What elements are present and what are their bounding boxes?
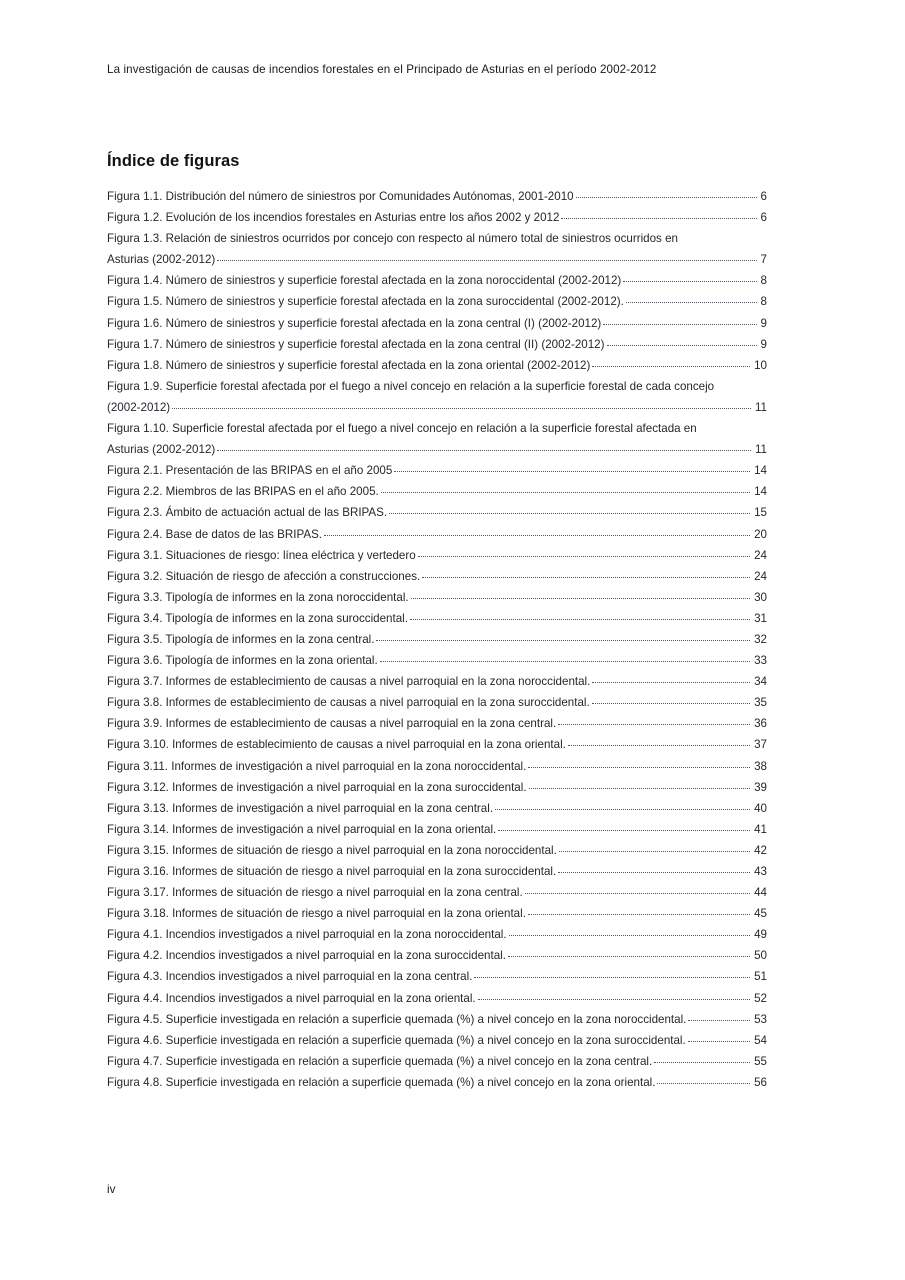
toc-entry-page-number: 11 [754, 400, 767, 414]
running-header: La investigación de causas de incendios forestales en el Principado de Asturias en el período 2002-2012 [107, 63, 657, 76]
toc-entry-text: Figura 1.7. Número de siniestros y superficie forestal afectada en la zona central (II) (2002-2012) [107, 337, 605, 351]
toc-entry-row [107, 587, 767, 608]
toc-dot-leader [529, 780, 751, 791]
toc-entry[interactable] [107, 903, 767, 924]
toc-entry[interactable] [107, 313, 767, 334]
toc-entry-row [107, 692, 767, 713]
toc-entry-row [107, 1030, 767, 1051]
toc-entry-text: Figura 1.3. Relación de siniestros ocurridos por concejo con respecto al número total de siniestros ocurridos en [107, 232, 678, 246]
toc-entry[interactable] [107, 228, 767, 270]
toc-entry-text: Figura 3.17. Informes de situación de riesgo a nivel parroquial en la zona central. [107, 886, 523, 900]
page-number-folio: iv [107, 1183, 116, 1196]
toc-entry[interactable] [107, 207, 767, 228]
toc-entry-page-number: 30 [754, 590, 767, 604]
toc-entry-page-number: 56 [754, 1075, 767, 1089]
toc-dot-leader [478, 991, 750, 1002]
toc-dot-leader [394, 463, 750, 474]
toc-dot-leader [558, 716, 750, 727]
toc-entry-page-number: 38 [754, 759, 767, 773]
toc-entry-page-number: 53 [754, 1012, 767, 1026]
toc-entry-text: Figura 1.9. Superficie forestal afectada por el fuego a nivel concejo en relación a la superficie forestal de cada concejo [107, 379, 715, 393]
toc-entry-page-number: 49 [754, 928, 767, 942]
toc-entry-text: Figura 3.1. Situaciones de riesgo: línea eléctrica y vertedero [107, 548, 416, 562]
toc-dot-leader [508, 948, 750, 959]
toc-dot-leader [561, 210, 756, 221]
toc-entry-text: Figura 3.6. Tipología de informes en la zona oriental. [107, 654, 378, 668]
toc-entry-row [107, 798, 767, 819]
toc-entry-page-number: 33 [754, 654, 767, 668]
toc-dot-leader [498, 822, 750, 833]
toc-entry[interactable] [107, 756, 767, 777]
toc-entry-text: Figura 4.3. Incendios investigados a nivel parroquial en la zona central. [107, 970, 473, 984]
toc-entry-row [107, 270, 767, 291]
toc-entry-text: Figura 1.8. Número de siniestros y superficie forestal afectada en la zona oriental (2002-2012) [107, 358, 591, 372]
toc-entry-text: Figura 3.9. Informes de establecimiento de causas a nivel parroquial en la zona central. [107, 717, 557, 731]
toc-dot-leader [380, 653, 750, 664]
toc-dot-leader [418, 548, 750, 559]
toc-entry-text: Figura 1.6. Número de siniestros y superficie forestal afectada en la zona central (I) (2002-2012) [107, 316, 602, 330]
page-title: Índice de figuras [107, 152, 240, 171]
toc-entry[interactable] [107, 734, 767, 755]
toc-entry[interactable] [107, 629, 767, 650]
toc-entry[interactable] [107, 608, 767, 629]
toc-entry-page-number: 8 [760, 274, 767, 288]
toc-entry[interactable] [107, 798, 767, 819]
toc-entry[interactable] [107, 882, 767, 903]
toc-entry-page-number: 39 [754, 780, 767, 794]
toc-dot-leader [657, 1075, 750, 1086]
toc-entry-page-number: 20 [754, 527, 767, 541]
toc-dot-leader [495, 801, 750, 812]
toc-dot-leader [217, 442, 751, 453]
toc-dot-leader [528, 759, 750, 770]
toc-entry-text: Figura 3.11. Informes de investigación a nivel parroquial en la zona noroccidental. [107, 759, 527, 773]
toc-entry-row [107, 524, 767, 545]
toc-entry-row [107, 819, 767, 840]
toc-entry-text: Figura 1.5. Número de siniestros y superficie forestal afectada en la zona suroccidental (2002-2012). [107, 295, 624, 309]
toc-entry-page-number: 24 [754, 569, 767, 583]
toc-entry-page-number: 50 [754, 949, 767, 963]
toc-dot-leader [389, 505, 750, 516]
toc-entry-text: Figura 3.8. Informes de establecimiento de causas a nivel parroquial en la zona suroccidental. [107, 696, 590, 710]
toc-entry[interactable] [107, 713, 767, 734]
toc-entry-text: Figura 3.13. Informes de investigación a nivel parroquial en la zona central. [107, 801, 494, 815]
toc-entry-text: Figura 1.10. Superficie forestal afectada por el fuego a nivel concejo en relación a la superficie forestal afectada en [107, 422, 697, 436]
toc-entry-page-number: 37 [754, 738, 767, 752]
toc-entry-text: Figura 4.2. Incendios investigados a nivel parroquial en la zona suroccidental. [107, 949, 506, 963]
toc-entry[interactable] [107, 945, 767, 966]
toc-entry-row [107, 249, 767, 270]
toc-entry[interactable] [107, 418, 767, 460]
toc-dot-leader [525, 885, 750, 896]
toc-entry[interactable] [107, 924, 767, 945]
toc-entry-row [107, 1009, 767, 1030]
toc-entry-row [107, 481, 767, 502]
toc-entry-page-number: 45 [754, 907, 767, 921]
toc-entry-row [107, 945, 767, 966]
toc-entry-page-number: 52 [754, 991, 767, 1005]
toc-entry-row [107, 334, 767, 355]
toc-entry[interactable] [107, 1030, 767, 1051]
toc-entry-text-continuation: Asturias (2002-2012) [107, 443, 216, 457]
toc-entry[interactable] [107, 524, 767, 545]
toc-entry-page-number: 24 [754, 548, 767, 562]
toc-entry-text: Figura 2.4. Base de datos de las BRIPAS. [107, 527, 323, 541]
toc-dot-leader [559, 843, 750, 854]
toc-entry[interactable] [107, 988, 767, 1009]
toc-entry-page-number: 54 [754, 1033, 767, 1047]
toc-entry-text: Figura 3.18. Informes de situación de riesgo a nivel parroquial en la zona oriental. [107, 907, 526, 921]
toc-entry-page-number: 6 [760, 211, 767, 225]
toc-entry-row [107, 397, 767, 418]
toc-dot-leader [568, 737, 750, 748]
toc-entry-text: Figura 3.7. Informes de establecimiento de causas a nivel parroquial en la zona noroccidental. [107, 675, 591, 689]
toc-entry-row [107, 207, 767, 228]
toc-dot-leader [217, 252, 756, 263]
toc-entry-row [107, 988, 767, 1009]
toc-dot-leader [654, 1054, 750, 1065]
toc-entry-text-continuation: Asturias (2002-2012) [107, 253, 216, 267]
toc-entry[interactable] [107, 376, 767, 418]
toc-entry-page-number: 34 [754, 675, 767, 689]
toc-entry-text: Figura 2.1. Presentación de las BRIPAS en el año 2005 [107, 464, 393, 478]
toc-entry-page-number: 6 [760, 190, 767, 203]
toc-entry-text: Figura 3.15. Informes de situación de riesgo a nivel parroquial en la zona noroccidental. [107, 843, 557, 857]
toc-entry-row [107, 355, 767, 376]
toc-entry-row [107, 1051, 767, 1072]
toc-entry-text: Figura 2.2. Miembros de las BRIPAS en el año 2005. [107, 485, 379, 499]
toc-dot-leader [688, 1012, 750, 1023]
toc-dot-leader [592, 674, 750, 685]
toc-entry-text: Figura 4.7. Superficie investigada en relación a superficie quemada (%) a nivel concejo en la zona central. [107, 1054, 653, 1068]
toc-entry[interactable] [107, 966, 767, 987]
toc-entry-page-number: 10 [754, 358, 767, 372]
toc-entry-page-number: 31 [754, 611, 767, 625]
toc-entry[interactable] [107, 1072, 767, 1093]
toc-entry-row [107, 671, 767, 692]
toc-entry-page-number: 8 [760, 295, 767, 309]
toc-entry-text: Figura 4.4. Incendios investigados a nivel parroquial en la zona oriental. [107, 991, 476, 1005]
toc-dot-leader [381, 484, 750, 495]
toc-entry[interactable] [107, 502, 767, 523]
toc-dot-leader [411, 590, 750, 601]
toc-entry-page-number: 42 [754, 843, 767, 857]
toc-entry-text: Figura 1.4. Número de siniestros y superficie forestal afectada en la zona noroccidental (2002-2012) [107, 274, 622, 288]
toc-entry-page-number: 11 [754, 443, 767, 457]
table-of-contents-figures [107, 186, 767, 1093]
toc-entry[interactable] [107, 545, 767, 566]
toc-entry-row [107, 882, 767, 903]
toc-entry[interactable] [107, 1009, 767, 1030]
toc-entry-row [107, 650, 767, 671]
toc-entry-row [107, 313, 767, 334]
toc-entry-text: Figura 3.5. Tipología de informes en la zona central. [107, 632, 375, 646]
toc-entry-row [107, 1072, 767, 1093]
toc-entry-row [107, 608, 767, 629]
toc-entry-text: Figura 3.2. Situación de riesgo de afección a construcciones. [107, 569, 421, 583]
toc-entry-page-number: 44 [754, 886, 767, 900]
toc-entry-row [107, 734, 767, 755]
toc-dot-leader [623, 273, 756, 284]
toc-dot-leader [558, 864, 750, 875]
toc-entry-text: Figura 1.1. Distribución del número de siniestros por Comunidades Autónomas, 2001-2010 [107, 190, 574, 203]
toc-dot-leader [474, 969, 750, 980]
toc-entry-row [107, 713, 767, 734]
toc-entry-row [107, 566, 767, 587]
toc-entry-text: Figura 4.6. Superficie investigada en relación a superficie quemada (%) a nivel concejo en la zona suroccidental. [107, 1033, 686, 1047]
toc-entry-page-number: 7 [760, 253, 767, 267]
toc-entry-row [107, 629, 767, 650]
toc-entry[interactable] [107, 671, 767, 692]
toc-entry[interactable] [107, 650, 767, 671]
toc-entry-text: Figura 4.5. Superficie investigada en relación a superficie quemada (%) a nivel concejo en la zona noroccidental. [107, 1012, 687, 1026]
toc-entry[interactable] [107, 291, 767, 312]
toc-entry[interactable] [107, 692, 767, 713]
toc-entry[interactable] [107, 186, 767, 207]
toc-entry-text: Figura 3.14. Informes de investigación a nivel parroquial en la zona oriental. [107, 822, 497, 836]
toc-dot-leader [592, 695, 750, 706]
toc-entry-row [107, 924, 767, 945]
toc-entry-page-number: 36 [754, 717, 767, 731]
toc-entry-text: Figura 3.3. Tipología de informes en la zona noroccidental. [107, 590, 409, 604]
toc-entry-page-number: 41 [754, 822, 767, 836]
toc-entry[interactable] [107, 355, 767, 376]
toc-entry-row [107, 545, 767, 566]
toc-entry-row [107, 186, 767, 207]
toc-dot-leader [607, 337, 757, 348]
toc-entry-text-continuation: (2002-2012) [107, 400, 171, 414]
toc-entry-row [107, 903, 767, 924]
toc-entry-page-number: 51 [754, 970, 767, 984]
toc-entry-page-number: 55 [754, 1054, 767, 1068]
toc-entry-page-number: 32 [754, 632, 767, 646]
toc-entry-row [107, 502, 767, 523]
toc-entry[interactable] [107, 819, 767, 840]
toc-entry-page-number: 43 [754, 865, 767, 878]
toc-dot-leader [324, 527, 750, 538]
toc-dot-leader [509, 927, 751, 938]
toc-dot-leader [528, 906, 750, 917]
toc-entry-row [107, 756, 767, 777]
toc-entry-text: Figura 3.16. Informes de situación de riesgo a nivel parroquial en la zona suroccidental. [107, 865, 557, 878]
toc-entry-page-number: 9 [760, 337, 767, 351]
toc-entry-text: Figura 4.8. Superficie investigada en relación a superficie quemada (%) a nivel concejo en la zona oriental. [107, 1075, 656, 1089]
toc-entry-row [107, 460, 767, 481]
toc-dot-leader [172, 400, 751, 411]
toc-entry-page-number: 9 [760, 316, 767, 330]
toc-entry-text: Figura 3.4. Tipología de informes en la zona suroccidental. [107, 611, 408, 625]
toc-entry[interactable] [107, 334, 767, 355]
toc-entry-row [107, 291, 767, 312]
toc-dot-leader [603, 316, 756, 327]
toc-entry-text: Figura 1.2. Evolución de los incendios forestales en Asturias entre los años 2002 y 2012 [107, 211, 560, 225]
toc-entry[interactable] [107, 270, 767, 291]
toc-entry-page-number: 15 [754, 506, 767, 520]
toc-entry[interactable] [107, 777, 767, 798]
toc-dot-leader [422, 569, 750, 580]
toc-entry-text: Figura 3.10. Informes de establecimiento de causas a nivel parroquial en la zona oriental. [107, 738, 566, 752]
toc-entry-text: Figura 2.3. Ámbito de actuación actual de las BRIPAS. [107, 506, 388, 520]
toc-entry[interactable] [107, 1051, 767, 1072]
toc-entry-page-number: 14 [754, 485, 767, 499]
toc-entry[interactable] [107, 861, 767, 882]
toc-dot-leader [410, 611, 750, 622]
toc-entry-page-number: 14 [754, 464, 767, 478]
toc-dot-leader [576, 189, 757, 200]
toc-entry-row [107, 777, 767, 798]
toc-entry[interactable] [107, 840, 767, 861]
toc-entry-row [107, 840, 767, 861]
toc-entry-row [107, 439, 767, 460]
toc-entry-page-number: 35 [754, 696, 767, 710]
toc-entry-text: Figura 3.12. Informes de investigación a nivel parroquial en la zona suroccidental. [107, 780, 527, 794]
toc-dot-leader [688, 1033, 750, 1044]
toc-entry[interactable] [107, 587, 767, 608]
toc-entry-row [107, 966, 767, 987]
toc-dot-leader [376, 632, 750, 643]
toc-entry[interactable] [107, 566, 767, 587]
toc-dot-leader [592, 358, 750, 369]
toc-entry[interactable] [107, 481, 767, 502]
toc-entry[interactable] [107, 460, 767, 481]
toc-dot-leader [626, 294, 757, 305]
toc-entry-page-number: 40 [754, 801, 767, 815]
toc-entry-row [107, 861, 767, 882]
toc-entry-text: Figura 4.1. Incendios investigados a nivel parroquial en la zona noroccidental. [107, 928, 507, 942]
